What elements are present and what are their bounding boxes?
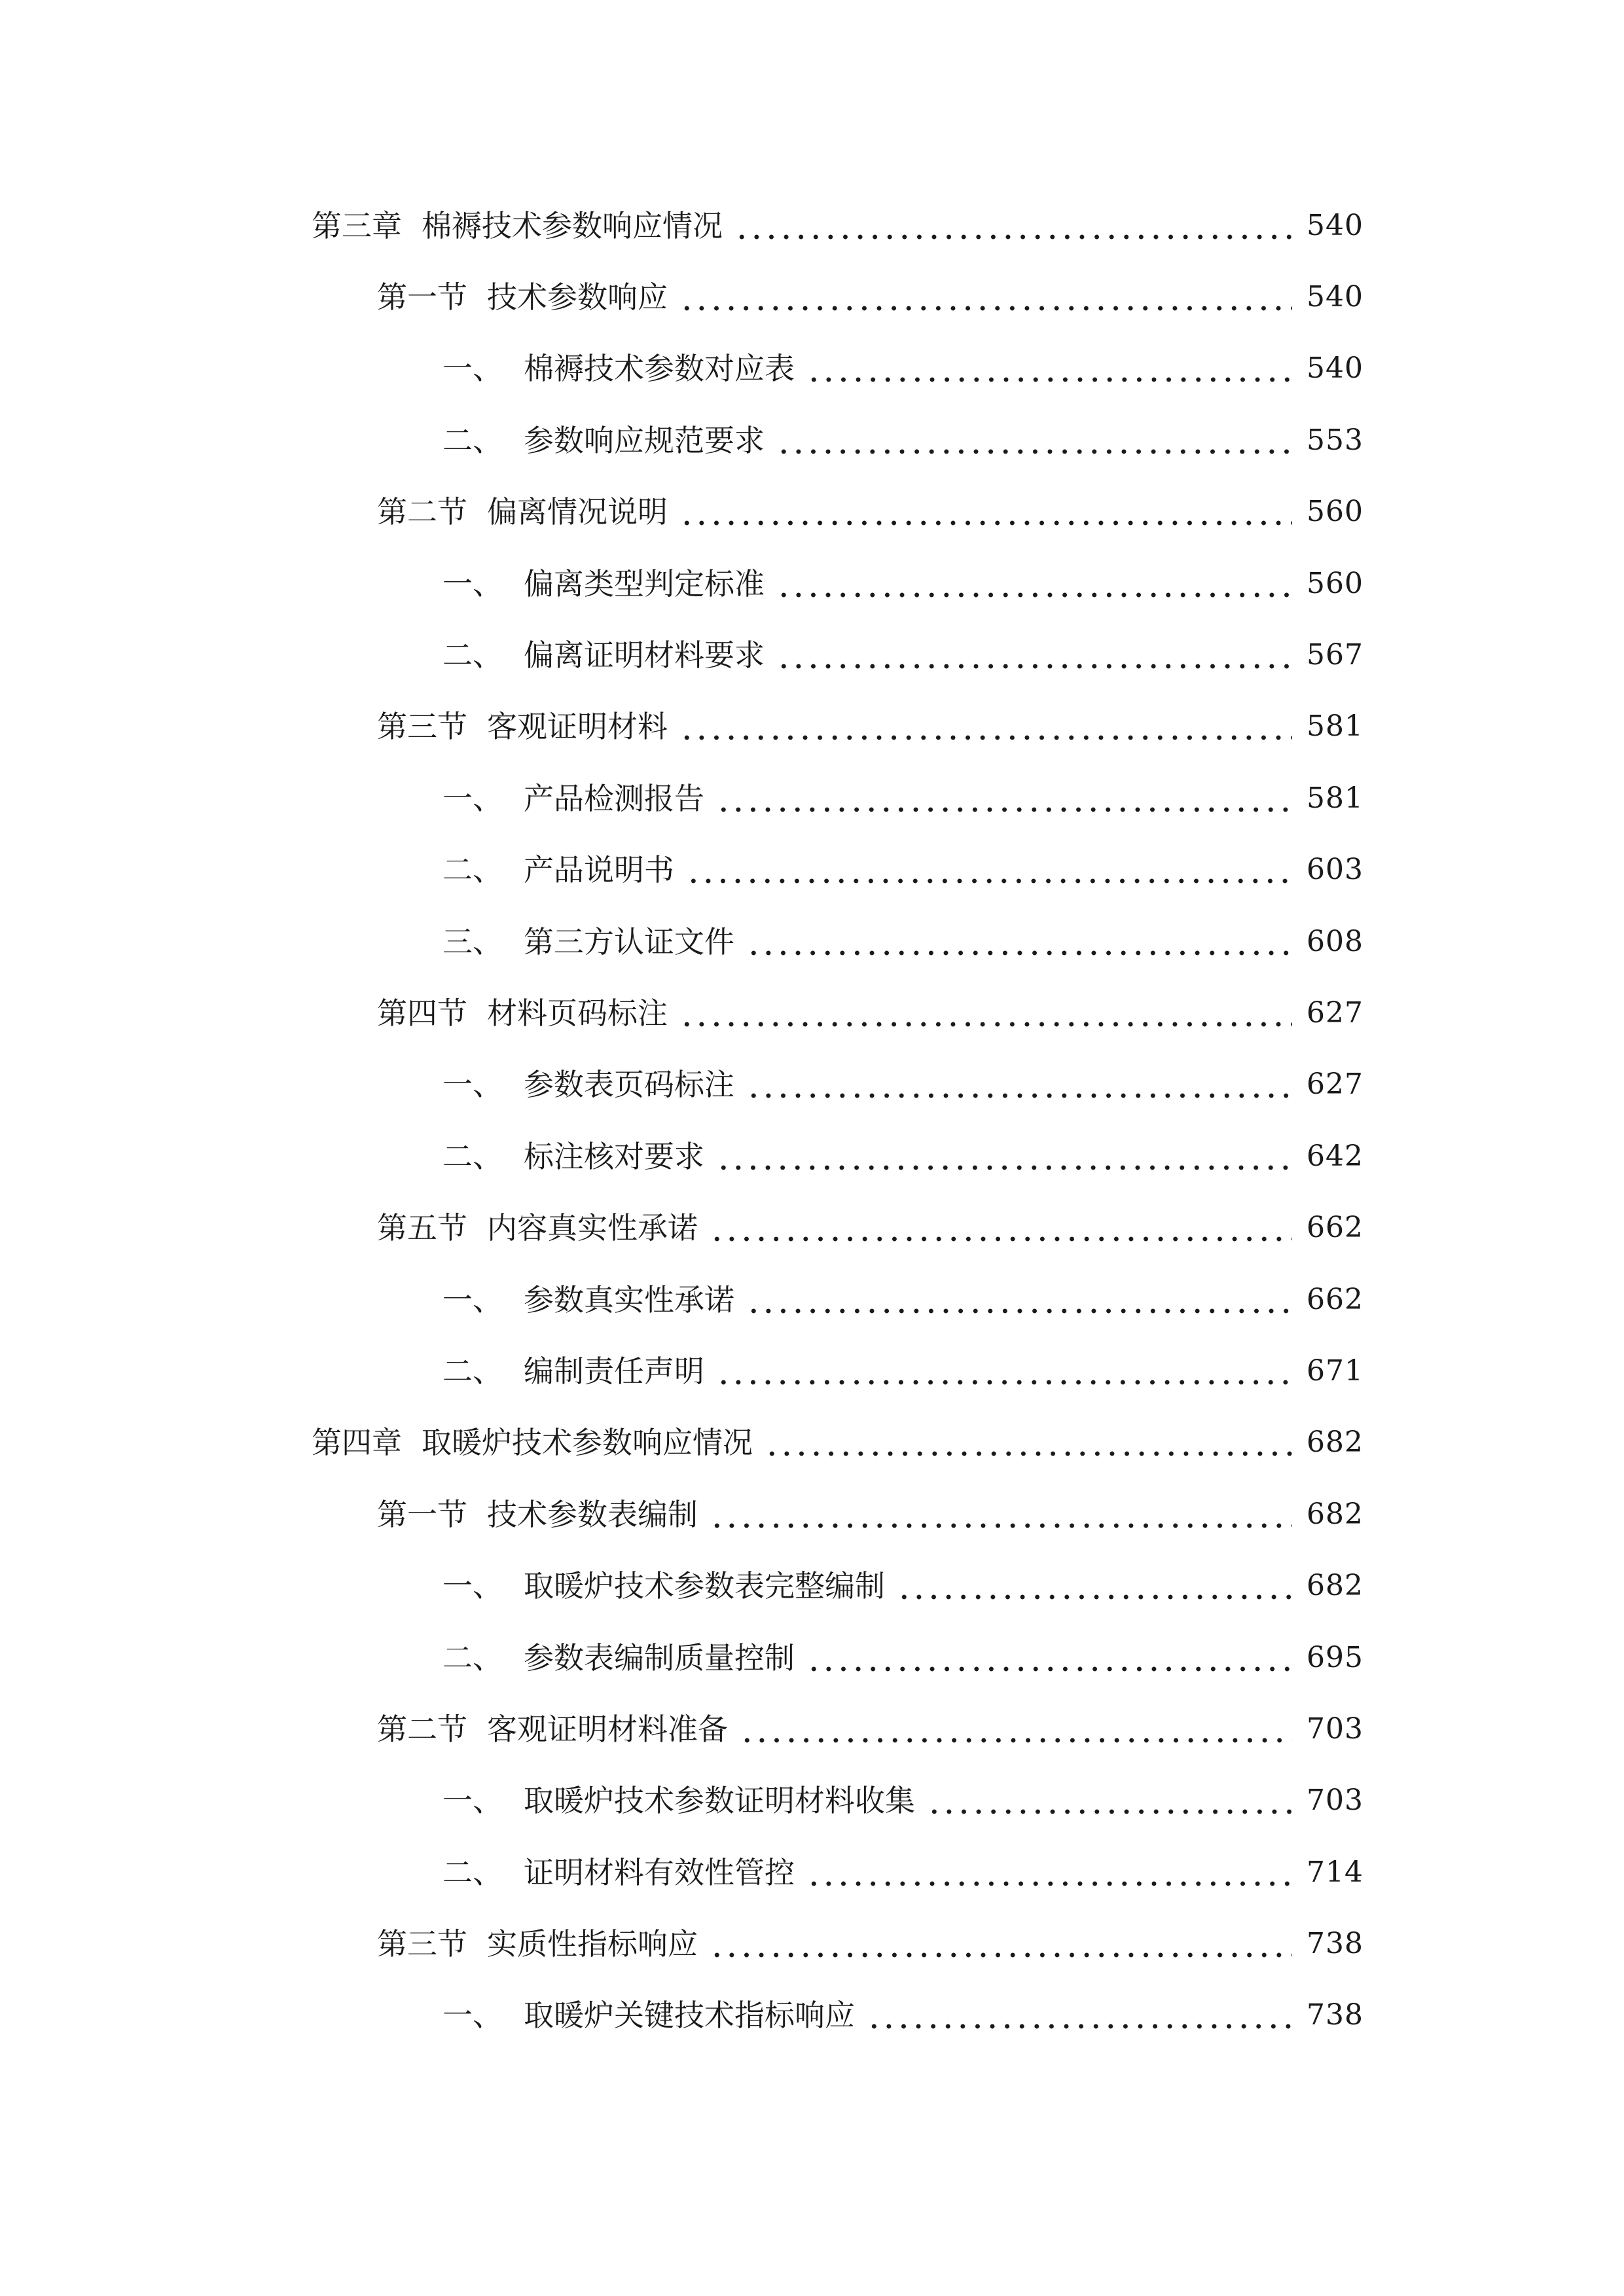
toc-entry-title: 第三方认证文件 (524, 924, 734, 960)
toc-entry-number: 一、 (442, 1568, 503, 1604)
toc-entry-subsection[interactable] (0, 762, 1624, 834)
toc-dot-leader (710, 1929, 1292, 1959)
toc-entry-number: 一、 (442, 351, 503, 387)
toc-page-number: 714 (1307, 1855, 1363, 1889)
toc-entry-title: 技术参数表编制 (487, 1496, 698, 1532)
toc-page-number: 682 (1307, 1426, 1363, 1460)
toc-entry-section[interactable] (0, 1693, 1624, 1765)
toc-page-number: 540 (1307, 208, 1363, 242)
toc-page-number: 560 (1307, 566, 1363, 600)
toc-entry-title: 参数表页码标注 (524, 1067, 734, 1103)
toc-dot-leader (867, 2000, 1292, 2030)
toc-entry-title: 技术参数响应 (487, 279, 668, 315)
toc-entry-subsection[interactable] (0, 906, 1624, 977)
toc-dot-leader (746, 1069, 1292, 1100)
toc-entry-number: 一、 (442, 1282, 503, 1318)
toc-entry-number: 二、 (442, 1353, 503, 1389)
toc-entry-chapter[interactable] (0, 190, 1624, 261)
toc-entry-subsection[interactable] (0, 619, 1624, 691)
toc-page-number: 703 (1307, 1784, 1363, 1818)
toc-dot-leader (716, 1141, 1292, 1172)
toc-entry-title: 棉褥技术参数响应情况 (422, 207, 723, 243)
toc-entry-title: 证明材料有效性管控 (524, 1854, 795, 1890)
toc-entry-number: 二、 (442, 637, 503, 673)
toc-dot-leader (927, 1785, 1292, 1816)
toc-entry-number: 一、 (442, 1998, 503, 2034)
toc-entry-subsection[interactable] (0, 404, 1624, 476)
toc-entry-title: 客观证明材料 (487, 709, 668, 745)
toc-entry-number: 第二节 (377, 494, 467, 530)
toc-entry-number: 第一节 (377, 1496, 467, 1532)
toc-entry-number: 三、 (442, 924, 503, 960)
toc-entry-title: 参数表编制质量控制 (524, 1640, 795, 1676)
toc-dot-leader (716, 783, 1292, 814)
toc-entry-subsection[interactable] (0, 1980, 1624, 2051)
toc-dot-leader (679, 998, 1292, 1028)
toc-entry-title: 参数真实性承诺 (524, 1282, 734, 1318)
toc-entry-number: 第一节 (377, 279, 467, 315)
toc-entry-title: 棉褥技术参数对应表 (524, 351, 795, 387)
toc-page-number: 567 (1307, 638, 1363, 672)
toc-dot-leader (776, 640, 1292, 670)
toc-dot-leader (686, 855, 1292, 885)
toc-entry-subsection[interactable] (0, 1049, 1624, 1121)
toc-page-number: 682 (1307, 1569, 1363, 1603)
toc-entry-subsection[interactable] (0, 1335, 1624, 1407)
toc-page-number: 695 (1307, 1640, 1363, 1674)
table-of-contents (0, 190, 1624, 2051)
toc-entry-section[interactable] (0, 476, 1624, 548)
toc-entry-section[interactable] (0, 691, 1624, 762)
toc-entry-subsection[interactable] (0, 1622, 1624, 1693)
toc-page-number: 581 (1307, 781, 1363, 815)
toc-entry-title: 材料页码标注 (487, 995, 668, 1031)
toc-entry-title: 偏离情况说明 (487, 494, 668, 530)
toc-dot-leader (746, 1285, 1292, 1315)
toc-entry-title: 参数响应规范要求 (524, 422, 765, 458)
toc-dot-leader (806, 1857, 1292, 1888)
toc-entry-title: 产品说明书 (524, 852, 674, 888)
toc-entry-number: 一、 (442, 565, 503, 601)
toc-page-number: 540 (1307, 351, 1363, 386)
toc-entry-number: 一、 (442, 1067, 503, 1103)
toc-page-number: 642 (1307, 1139, 1363, 1173)
toc-page-number: 581 (1307, 709, 1363, 744)
toc-dot-leader (806, 1643, 1292, 1673)
toc-page-number: 662 (1307, 1282, 1363, 1316)
toc-entry-title: 取暖炉技术参数证明材料收集 (524, 1783, 915, 1819)
toc-page-number: 682 (1307, 1497, 1363, 1531)
toc-entry-number: 二、 (442, 1138, 503, 1174)
toc-entry-subsection[interactable] (0, 1121, 1624, 1192)
toc-dot-leader (746, 927, 1292, 957)
toc-entry-number: 第三节 (377, 1926, 467, 1962)
toc-page-number: 703 (1307, 1712, 1363, 1746)
toc-page-number: 540 (1307, 280, 1363, 314)
toc-dot-leader (679, 282, 1292, 312)
toc-entry-section[interactable] (0, 1192, 1624, 1263)
toc-entry-number: 第四章 (312, 1425, 402, 1461)
toc-page-number: 627 (1307, 996, 1363, 1030)
toc-page-number: 738 (1307, 1998, 1363, 2032)
toc-page-number: 627 (1307, 1067, 1363, 1102)
toc-entry-subsection[interactable] (0, 1264, 1624, 1335)
toc-entry-title: 产品检测报告 (524, 780, 704, 816)
toc-entry-title: 取暖炉技术参数表完整编制 (524, 1568, 885, 1604)
toc-entry-number: 第三章 (312, 207, 402, 243)
toc-dot-leader (716, 1356, 1292, 1386)
toc-entry-number: 二、 (442, 422, 503, 458)
toc-entry-title: 实质性指标响应 (487, 1926, 698, 1962)
toc-entry-section[interactable] (0, 261, 1624, 332)
toc-page-number: 671 (1307, 1354, 1363, 1388)
toc-entry-subsection[interactable] (0, 1765, 1624, 1837)
toc-entry-number: 第二节 (377, 1711, 467, 1747)
toc-entry-number: 二、 (442, 852, 503, 888)
toc-entry-title: 标注核对要求 (524, 1138, 704, 1174)
toc-entry-number: 第五节 (377, 1210, 467, 1246)
toc-entry-number: 一、 (442, 1783, 503, 1819)
toc-entry-subsection[interactable] (0, 1837, 1624, 1908)
toc-dot-leader (710, 1499, 1292, 1530)
toc-entry-title: 偏离类型判定标准 (524, 565, 765, 601)
toc-page-number: 560 (1307, 495, 1363, 529)
toc-page-number: 553 (1307, 423, 1363, 457)
toc-entry-title: 编制责任声明 (524, 1353, 704, 1389)
toc-entry-section[interactable] (0, 1479, 1624, 1550)
toc-dot-leader (776, 569, 1292, 599)
toc-entry-number: 第三节 (377, 709, 467, 745)
toc-entry-chapter[interactable] (0, 1407, 1624, 1479)
toc-dot-leader (776, 425, 1292, 456)
toc-entry-subsection[interactable] (0, 333, 1624, 404)
toc-entry-title: 取暖炉关键技术指标响应 (524, 1998, 855, 2034)
toc-dot-leader (897, 1571, 1292, 1601)
toc-dot-leader (740, 1714, 1292, 1744)
toc-entry-section[interactable] (0, 1908, 1624, 1979)
toc-dot-leader (679, 497, 1292, 527)
toc-entry-number: 二、 (442, 1854, 503, 1890)
toc-dot-leader (679, 711, 1292, 742)
toc-entry-subsection[interactable] (0, 1550, 1624, 1621)
toc-page-number: 662 (1307, 1211, 1363, 1245)
toc-entry-subsection[interactable] (0, 548, 1624, 619)
toc-dot-leader (710, 1213, 1292, 1243)
toc-dot-leader (806, 353, 1292, 384)
toc-page-number: 738 (1307, 1927, 1363, 1961)
toc-dot-leader (765, 1427, 1292, 1458)
toc-entry-title: 取暖炉技术参数响应情况 (422, 1425, 753, 1461)
toc-page-number: 608 (1307, 924, 1363, 958)
toc-entry-section[interactable] (0, 977, 1624, 1049)
toc-entry-title: 内容真实性承诺 (487, 1210, 698, 1246)
toc-dot-leader (734, 211, 1292, 241)
toc-page-number: 603 (1307, 853, 1363, 887)
toc-entry-title: 客观证明材料准备 (487, 1711, 728, 1747)
toc-entry-number: 一、 (442, 780, 503, 816)
toc-entry-number: 第四节 (377, 995, 467, 1031)
toc-entry-title: 偏离证明材料要求 (524, 637, 765, 673)
toc-entry-subsection[interactable] (0, 834, 1624, 906)
toc-entry-number: 二、 (442, 1640, 503, 1676)
